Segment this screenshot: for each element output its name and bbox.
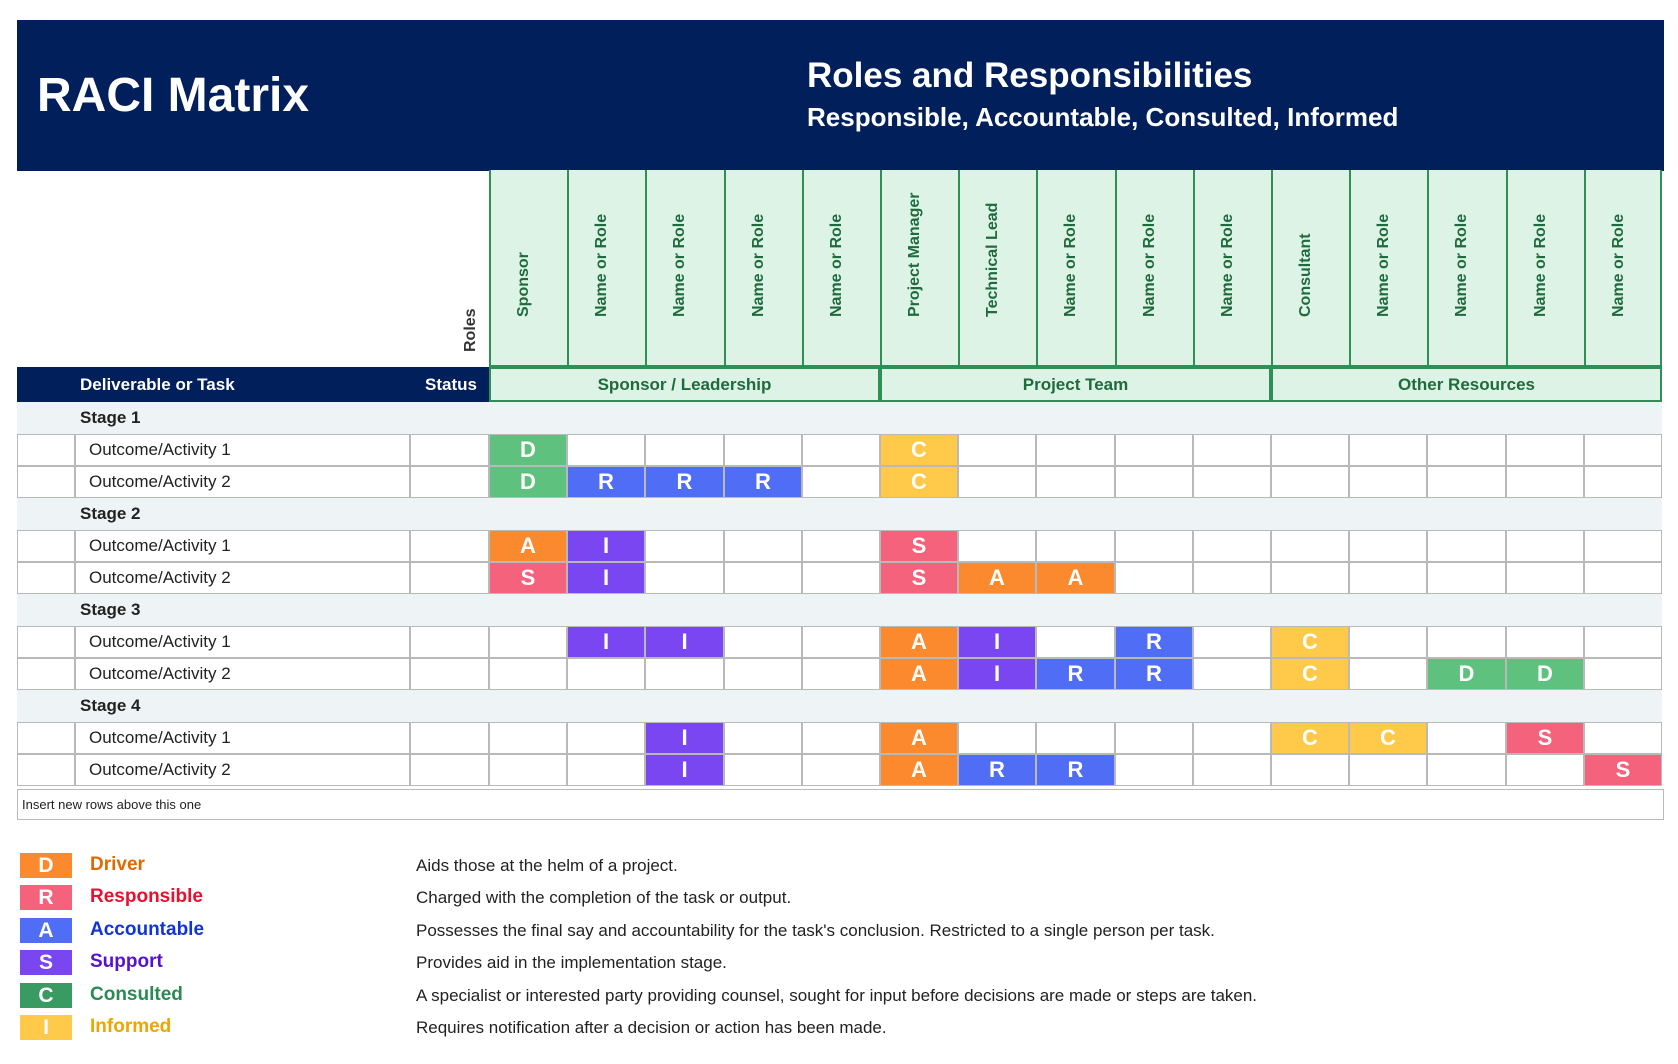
legend-name: Driver — [90, 854, 145, 875]
raci-cell[interactable]: C — [880, 434, 958, 466]
role-header-label: Name or Role — [1532, 213, 1549, 317]
raci-cell[interactable] — [724, 754, 802, 786]
raci-cell[interactable] — [724, 658, 802, 690]
raci-cell[interactable] — [1193, 626, 1271, 658]
raci-cell[interactable]: D — [1506, 658, 1584, 690]
raci-cell[interactable] — [802, 658, 880, 690]
row-handle-cell[interactable] — [17, 562, 75, 594]
raci-cell[interactable] — [1427, 530, 1506, 562]
activity-cell[interactable]: Outcome/Activity 2 — [75, 658, 410, 690]
status-cell[interactable] — [410, 754, 489, 786]
task-column-header: Deliverable or Task — [80, 375, 235, 394]
legend-name: Responsible — [90, 886, 203, 907]
raci-cell[interactable]: C — [880, 466, 958, 498]
raci-cell[interactable] — [1349, 530, 1427, 562]
raci-cell[interactable]: I — [567, 562, 645, 594]
raci-cell[interactable]: A — [880, 754, 958, 786]
stage-label: Stage 4 — [80, 696, 141, 715]
raci-cell[interactable] — [1036, 722, 1115, 754]
raci-cell[interactable] — [1036, 466, 1115, 498]
raci-cell[interactable]: R — [1115, 658, 1193, 690]
legend-description: Charged with the completion of the task or output. — [416, 888, 792, 907]
row-handle-cell[interactable] — [17, 434, 75, 466]
stage-row[interactable] — [17, 498, 1662, 531]
role-header-label: Name or Role — [1610, 213, 1627, 317]
role-header-label: Name or Role — [1141, 213, 1158, 317]
raci-cell[interactable] — [1584, 658, 1662, 690]
activity-cell[interactable]: Outcome/Activity 1 — [75, 626, 410, 658]
raci-cell[interactable] — [802, 434, 880, 466]
status-cell[interactable] — [410, 722, 489, 754]
raci-cell[interactable] — [1115, 562, 1193, 594]
raci-cell[interactable] — [802, 562, 880, 594]
activity-cell[interactable]: Outcome/Activity 1 — [75, 722, 410, 754]
raci-cell[interactable]: S — [880, 562, 958, 594]
legend-name: Accountable — [90, 919, 205, 940]
raci-cell[interactable] — [567, 754, 645, 786]
activity-cell[interactable]: Outcome/Activity 1 — [75, 530, 410, 562]
roles-label — [452, 190, 492, 370]
role-header-label: Name or Role — [1219, 213, 1236, 317]
raci-cell[interactable] — [1349, 754, 1427, 786]
role-header-label: Name or Role — [828, 213, 845, 317]
role-header[interactable] — [1427, 170, 1506, 367]
raci-cell[interactable] — [1584, 626, 1662, 658]
role-header[interactable] — [958, 170, 1036, 367]
legend-badge: A — [20, 918, 72, 943]
raci-cell[interactable] — [1271, 530, 1349, 562]
raci-cell[interactable] — [1584, 530, 1662, 562]
raci-cell[interactable] — [1193, 658, 1271, 690]
raci-cell[interactable] — [1427, 434, 1506, 466]
legend-description: Provides aid in the implementation stage. — [416, 953, 727, 972]
raci-cell[interactable]: R — [567, 466, 645, 498]
status-cell[interactable] — [410, 562, 489, 594]
raci-cell[interactable] — [489, 626, 567, 658]
raci-cell[interactable]: I — [958, 658, 1036, 690]
raci-cell[interactable] — [1115, 754, 1193, 786]
role-header[interactable] — [1115, 170, 1193, 367]
raci-cell[interactable]: R — [724, 466, 802, 498]
raci-cell[interactable] — [958, 434, 1036, 466]
raci-cell[interactable] — [489, 722, 567, 754]
raci-cell[interactable]: A — [880, 626, 958, 658]
raci-cell[interactable]: C — [1271, 722, 1349, 754]
raci-cell[interactable] — [802, 722, 880, 754]
raci-cell[interactable]: A — [958, 562, 1036, 594]
raci-cell[interactable]: R — [1036, 658, 1115, 690]
raci-cell[interactable] — [645, 658, 724, 690]
raci-cell[interactable] — [1193, 434, 1271, 466]
raci-cell[interactable] — [1427, 626, 1506, 658]
raci-cell[interactable] — [1193, 530, 1271, 562]
raci-cell[interactable] — [1506, 562, 1584, 594]
raci-cell[interactable] — [724, 434, 802, 466]
raci-cell[interactable] — [567, 722, 645, 754]
raci-cell[interactable] — [489, 658, 567, 690]
raci-cell[interactable] — [1036, 530, 1115, 562]
raci-cell[interactable] — [958, 466, 1036, 498]
raci-cell[interactable] — [724, 530, 802, 562]
raci-cell[interactable] — [1506, 434, 1584, 466]
stage-label: Stage 1 — [80, 408, 141, 427]
column-header-bar — [17, 367, 489, 402]
raci-cell[interactable] — [567, 658, 645, 690]
role-header[interactable] — [880, 170, 958, 367]
raci-cell[interactable]: I — [958, 626, 1036, 658]
raci-cell[interactable] — [1506, 626, 1584, 658]
stage-label: Stage 2 — [80, 504, 141, 523]
raci-cell[interactable] — [1349, 562, 1427, 594]
stage-row[interactable] — [17, 690, 1662, 723]
role-header[interactable] — [645, 170, 724, 367]
raci-cell[interactable] — [1193, 466, 1271, 498]
raci-cell[interactable] — [802, 530, 880, 562]
raci-cell[interactable] — [1506, 466, 1584, 498]
raci-cell[interactable] — [1427, 722, 1506, 754]
raci-cell[interactable] — [1115, 434, 1193, 466]
stage-row[interactable] — [17, 594, 1662, 627]
legend-description: Aids those at the helm of a project. — [416, 856, 678, 875]
raci-cell[interactable]: A — [489, 530, 567, 562]
status-cell[interactable] — [410, 466, 489, 498]
legend-badge: D — [20, 853, 72, 878]
role-header[interactable] — [489, 170, 567, 367]
legend-name: Support — [90, 951, 163, 972]
page-subtitle-2: Responsible, Accountable, Consulted, Informed — [807, 102, 1399, 132]
raci-cell[interactable] — [1193, 722, 1271, 754]
raci-cell[interactable]: R — [1036, 754, 1115, 786]
role-header-label: Name or Role — [1062, 213, 1079, 317]
activity-cell[interactable]: Outcome/Activity 2 — [75, 754, 410, 786]
legend-badge: S — [20, 950, 72, 975]
legend-badge: C — [20, 983, 72, 1008]
raci-cell[interactable] — [724, 722, 802, 754]
raci-cell[interactable] — [1506, 754, 1584, 786]
raci-cell[interactable] — [1349, 434, 1427, 466]
group-header: Project Team — [880, 367, 1271, 402]
raci-cell[interactable] — [567, 434, 645, 466]
raci-cell[interactable] — [1349, 658, 1427, 690]
raci-cell[interactable] — [1584, 722, 1662, 754]
status-cell[interactable] — [410, 434, 489, 466]
raci-cell[interactable]: D — [1427, 658, 1506, 690]
group-header: Sponsor / Leadership — [489, 367, 880, 402]
activity-cell[interactable]: Outcome/Activity 2 — [75, 466, 410, 498]
raci-cell[interactable]: C — [1271, 658, 1349, 690]
row-handle-cell[interactable] — [17, 722, 75, 754]
roles-label-text: Roles — [462, 308, 479, 352]
raci-cell[interactable]: S — [880, 530, 958, 562]
raci-cell[interactable] — [958, 722, 1036, 754]
legend-badge: R — [20, 885, 72, 910]
role-header-label: Sponsor — [515, 252, 532, 317]
insert-row-note[interactable] — [17, 789, 1664, 820]
raci-cell[interactable] — [1271, 562, 1349, 594]
legend-description: Requires notification after a decision or action has been made. — [416, 1018, 887, 1037]
row-handle-cell[interactable] — [17, 658, 75, 690]
raci-cell[interactable]: R — [645, 466, 724, 498]
raci-cell[interactable] — [802, 754, 880, 786]
page-subtitle: Roles and Responsibilities — [807, 56, 1253, 95]
raci-cell[interactable]: D — [489, 466, 567, 498]
raci-cell[interactable] — [1427, 466, 1506, 498]
raci-cell[interactable] — [1115, 722, 1193, 754]
row-handle-cell[interactable] — [17, 626, 75, 658]
raci-cell[interactable] — [1193, 562, 1271, 594]
raci-cell[interactable]: R — [1115, 626, 1193, 658]
status-cell[interactable] — [410, 626, 489, 658]
stage-label: Stage 3 — [80, 600, 141, 619]
raci-cell[interactable]: S — [1584, 754, 1662, 786]
activity-cell[interactable]: Outcome/Activity 2 — [75, 562, 410, 594]
raci-cell[interactable]: I — [567, 530, 645, 562]
role-header[interactable] — [1506, 170, 1584, 367]
row-handle-cell[interactable] — [17, 530, 75, 562]
page-title: RACI Matrix — [37, 69, 310, 122]
group-header: Other Resources — [1271, 367, 1662, 402]
raci-cell[interactable] — [1193, 754, 1271, 786]
raci-cell[interactable]: S — [489, 562, 567, 594]
raci-cell[interactable] — [645, 434, 724, 466]
status-cell[interactable] — [410, 658, 489, 690]
raci-cell[interactable] — [1427, 754, 1506, 786]
raci-cell[interactable]: D — [489, 434, 567, 466]
raci-cell[interactable]: A — [880, 722, 958, 754]
raci-cell[interactable] — [1271, 466, 1349, 498]
raci-cell[interactable] — [958, 530, 1036, 562]
role-header[interactable] — [724, 170, 802, 367]
raci-cell[interactable]: I — [645, 754, 724, 786]
role-header[interactable] — [1271, 170, 1349, 367]
raci-cell[interactable]: C — [1271, 626, 1349, 658]
legend-name: Consulted — [90, 984, 183, 1005]
legend-badge: I — [20, 1015, 72, 1040]
legend-description: Possesses the final say and accountability for the task's conclusion. Restricted to a single person per task. — [416, 921, 1215, 940]
row-handle-cell[interactable] — [17, 466, 75, 498]
role-header-label: Name or Role — [671, 213, 688, 317]
raci-cell[interactable]: A — [880, 658, 958, 690]
role-header-label: Name or Role — [750, 213, 767, 317]
raci-cell[interactable] — [802, 466, 880, 498]
row-handle-cell[interactable] — [17, 754, 75, 786]
role-header[interactable] — [1584, 170, 1662, 367]
role-header-label: Name or Role — [593, 213, 610, 317]
raci-cell[interactable] — [1036, 626, 1115, 658]
role-header-label: Name or Role — [1375, 213, 1392, 317]
raci-cell[interactable] — [489, 754, 567, 786]
raci-cell[interactable] — [1115, 530, 1193, 562]
raci-cell[interactable] — [1349, 626, 1427, 658]
raci-cell[interactable] — [1349, 466, 1427, 498]
role-header[interactable] — [1193, 170, 1271, 367]
raci-cell[interactable] — [1584, 466, 1662, 498]
status-column-header: Status — [425, 375, 477, 394]
raci-cell[interactable] — [645, 562, 724, 594]
stage-row[interactable] — [17, 402, 1662, 435]
raci-cell[interactable]: C — [1349, 722, 1427, 754]
role-header-label: Project Manager — [906, 192, 923, 317]
insert-row-note-text: Insert new rows above this one — [22, 797, 202, 812]
raci-cell[interactable] — [1427, 562, 1506, 594]
raci-cell[interactable]: R — [958, 754, 1036, 786]
raci-cell[interactable]: A — [1036, 562, 1115, 594]
role-header-label: Name or Role — [1453, 213, 1470, 317]
legend-name: Informed — [90, 1016, 172, 1037]
raci-cell[interactable] — [1271, 754, 1349, 786]
raci-cell[interactable] — [1115, 466, 1193, 498]
raci-cell[interactable]: I — [567, 626, 645, 658]
role-header[interactable] — [1349, 170, 1427, 367]
role-header[interactable] — [1036, 170, 1115, 367]
activity-cell[interactable]: Outcome/Activity 1 — [75, 434, 410, 466]
raci-cell[interactable] — [645, 530, 724, 562]
legend-description: A specialist or interested party providing counsel, sought for input before decisions are made or steps are taken. — [416, 986, 1258, 1005]
raci-cell[interactable] — [1036, 434, 1115, 466]
status-cell[interactable] — [410, 530, 489, 562]
role-header[interactable] — [802, 170, 880, 367]
raci-cell[interactable]: I — [645, 722, 724, 754]
raci-cell[interactable] — [724, 562, 802, 594]
raci-cell[interactable] — [1506, 530, 1584, 562]
header-banner — [17, 20, 1664, 171]
role-header-label: Technical Lead — [984, 202, 1001, 317]
raci-cell[interactable]: I — [645, 626, 724, 658]
raci-cell[interactable]: S — [1506, 722, 1584, 754]
raci-cell[interactable] — [1271, 434, 1349, 466]
role-header[interactable] — [567, 170, 645, 367]
raci-cell[interactable] — [1584, 562, 1662, 594]
raci-cell[interactable] — [802, 626, 880, 658]
raci-cell[interactable] — [724, 626, 802, 658]
role-header-label: Consultant — [1297, 233, 1314, 317]
raci-cell[interactable] — [1584, 434, 1662, 466]
